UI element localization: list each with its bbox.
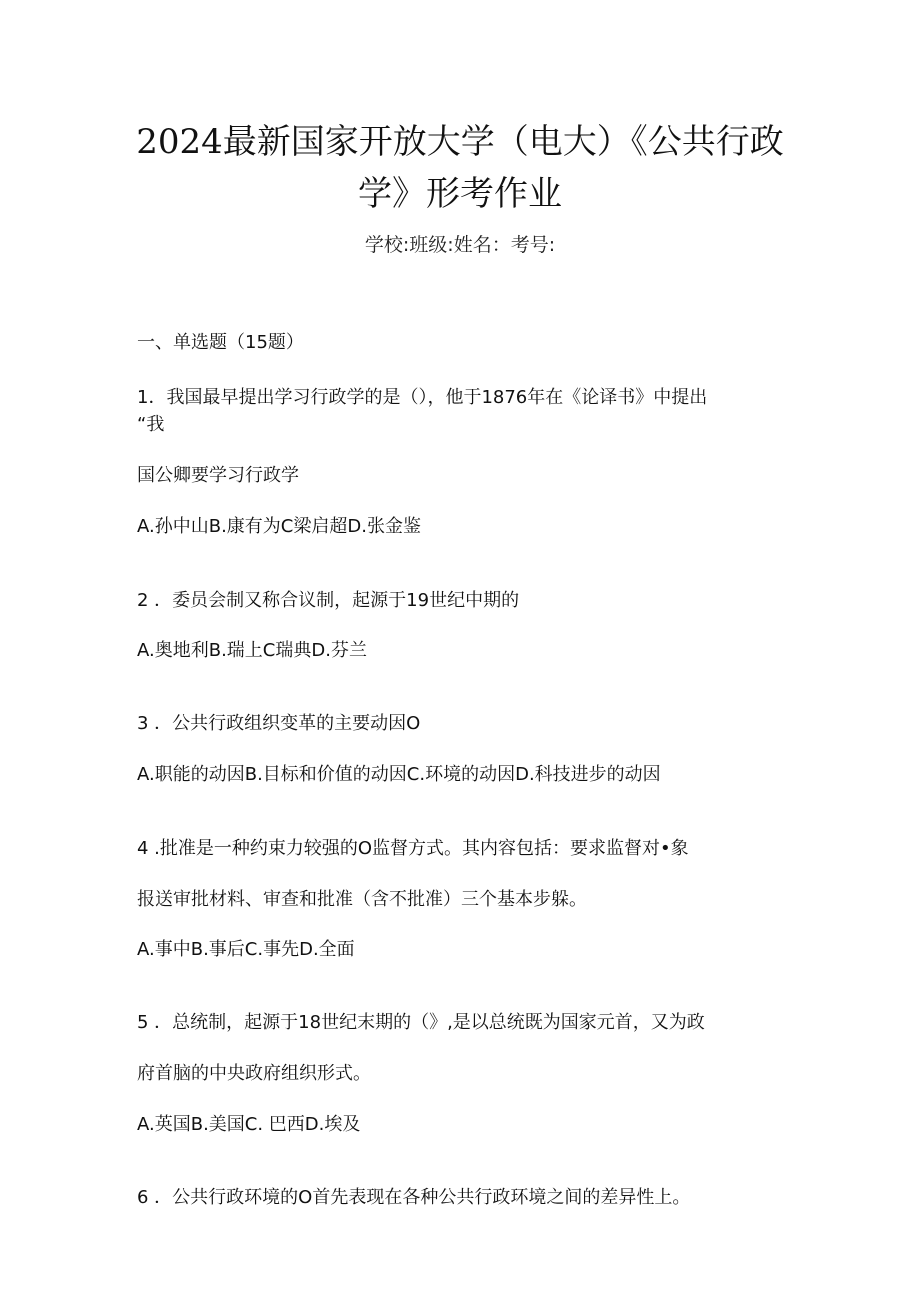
question-2-options: A.奥地利B.瑞上C瑞典D.芬兰: [137, 640, 367, 661]
question-5-line-1: 5 ．总统制，起源于18世纪末期的（》,是以总统既为国家元首，又为政: [137, 1012, 705, 1033]
question-6-line-1: 6 ．公共行政环境的O首先表现在各种公共行政环境之间的差异性上。: [137, 1187, 691, 1208]
question-5-options: A.英国B.美国C. 巴西D.埃及: [137, 1114, 361, 1135]
title-line-2: 学》形考作业: [358, 174, 562, 214]
question-3-line-1: 3 ．公共行政组织变革的主要动因O: [137, 713, 421, 734]
question-1-line-1: 1．我国最早提出学习行政学的是（），他于1876年在《论译书》中提出: [137, 387, 708, 408]
question-1-line-3: 国公卿要学习行政学: [137, 465, 299, 486]
question-4-line-2: 报送审批材料、审查和批准（含不批准）三个基本步躲。: [137, 889, 587, 910]
student-info-line: 学校:班级:姓名：考号:: [364, 234, 556, 256]
question-4-options: A.事中B.事后C.事先D.全面: [137, 939, 355, 960]
section-heading: 一、单选题（15题）: [137, 332, 304, 353]
document-title: [120, 116, 800, 220]
title-line-1: 2024最新国家开放大学（电大）《公共行政: [136, 122, 784, 162]
question-2-line-1: 2 ．委员会制又称合议制，起源于19世纪中期的: [137, 590, 520, 611]
question-4-line-1: 4 .批准是一种约束力较强的O监督方式。其内容包括：要求监督对•象: [137, 838, 689, 859]
question-1-options: A.孙中山B.康有为C梁启超D.张金鉴: [137, 516, 421, 537]
question-1-line-2: “我: [137, 414, 165, 435]
question-3-options: A.职能的动因B.目标和价值的动因C.环境的动因D.科技进步的动因: [137, 764, 661, 785]
question-5-line-2: 府首脑的中央政府组织形式。: [137, 1063, 371, 1084]
